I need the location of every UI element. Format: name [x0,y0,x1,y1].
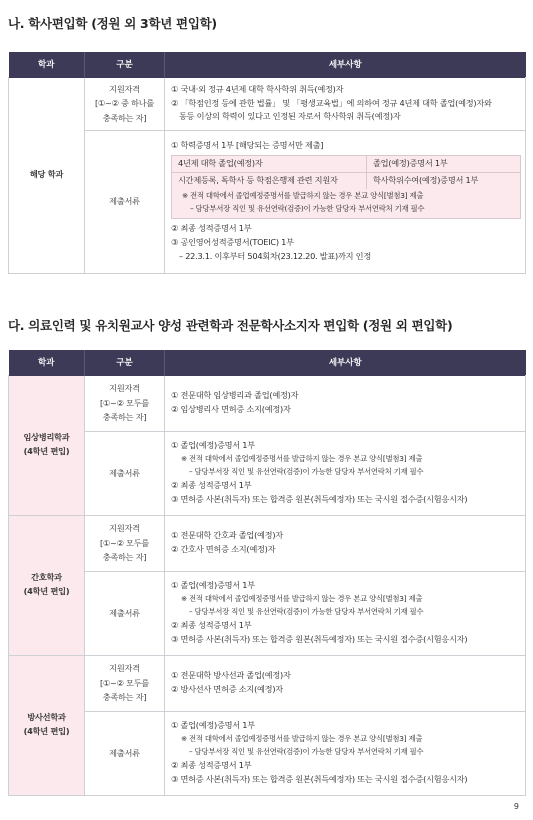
header-dept: 학과 [9,52,85,77]
dept-nursing: 간호학과 (4학년 편입) [9,515,85,655]
section2-table [8,350,526,796]
qualification-label: 지원자격 [①~② 모두를 충족하는 자] [85,375,165,431]
dept-radiology: 방사선학과 (4학년 편입) [9,655,85,795]
section1-table [8,52,526,274]
documents-detail: ① 학력증명서 1부 [해당되는 증명서만 제출] 4년제 대학 졸업(예정)자 졸업(예정)증명서 1부 시간제등록, 독학사 등 학점은행제 관련 지원자 학사학위수여(예정)증명서 1부 ※ 전적 대학에서 졸업예정증명서를 발급하지 않는 경우 본교 양식[별첨3] 제출 – 담당부서장 직인 및 유선연락(검증)이 가능한 담당자 부서연락처 기재 필수 ② 최종 성적증명서 1부 ③ 공인영어성적증명서(TOEIC) 1부 – 22.3.1. 이후부터 504회차(23.12.20. 발표)까지 인정 [165,130,526,273]
header-detail: 세부사항 [165,52,526,77]
certificate-notes: ※ 전적 대학에서 졸업예정증명서를 발급하지 않는 경우 본교 양식[별첨3] 제출 – 담당부서장 직인 및 유선연락(검증)이 가능한 담당자 부서연락처 기재 필수 [171,189,521,219]
header-category: 구분 [85,350,165,375]
qualification-label: 지원자격 [①~② 모두를 충족하는 자] [85,655,165,711]
qualification-label: 지원자격 [①~② 중 하나를 충족하는 자] [85,77,165,130]
documents-label: 제출서류 [85,130,165,273]
qualification-detail: ① 전문대학 임상병리과 졸업(예정)자 ② 임상병리사 면허증 소지(예정)자 [165,375,526,431]
page-number: 9 [513,802,519,811]
header-detail: 세부사항 [165,350,526,375]
qualification-detail: ① 전문대학 간호과 졸업(예정)자 ② 간호사 면허증 소지(예정)자 [165,515,526,571]
dept-clinical-pathology: 임상병리학과 (4학년 편입) [9,375,85,515]
header-dept: 학과 [9,350,85,375]
dept-cell: 해당 학과 [9,77,85,273]
documents-detail: ① 졸업(예정)증명서 1부 ※ 전적 대학에서 졸업예정증명서를 발급하지 않는 경우 본교 양식[별첨3] 제출 – 담당부서장 직인 및 유선연락(검증)이 가능한 담당자 부서연락처 기재 필수 ② 최종 성적증명서 1부 ③ 면허증 사본(취득자) 또는 합격증 원본(취득예정자) 또는 국시원 접수증(시험응시자) [165,571,526,655]
qualification-label: 지원자격 [①~② 모두를 충족하는 자] [85,515,165,571]
qualification-detail: ① 전문대학 방사선과 졸업(예정)자 ② 방사선사 면허증 소지(예정)자 [165,655,526,711]
section1-title: 나. 학사편입학 (정원 외 3학년 편입학) [8,16,217,31]
certificate-box: 4년제 대학 졸업(예정)자 졸업(예정)증명서 1부 시간제등록, 독학사 등 학점은행제 관련 지원자 학사학위수여(예정)증명서 1부 [171,155,521,190]
documents-detail: ① 졸업(예정)증명서 1부 ※ 전적 대학에서 졸업예정증명서를 발급하지 않는 경우 본교 양식[별첨3] 제출 – 담당부서장 직인 및 유선연락(검증)이 가능한 담당자 부서연락처 기재 필수 ② 최종 성적증명서 1부 ③ 면허증 사본(취득자) 또는 합격증 원본(취득예정자) 또는 국시원 접수증(시험응시자) [165,711,526,795]
qualification-detail: ① 국내·외 정규 4년제 대학 학사학위 취득(예정)자 ② 「학점인정 등에 관한 법률」 및 「평생교육법」에 의하여 정규 4년제 대학 졸업(예정)자와 동등 이상의 학력이 있다고 인정된 자로서 학사학위 취득(예정)자 [165,77,526,130]
documents-label: 제출서류 [85,431,165,515]
documents-detail: ① 졸업(예정)증명서 1부 ※ 전적 대학에서 졸업예정증명서를 발급하지 않는 경우 본교 양식[별첨3] 제출 – 담당부서장 직인 및 유선연락(검증)이 가능한 담당자 부서연락처 기재 필수 ② 최종 성적증명서 1부 ③ 면허증 사본(취득자) 또는 합격증 원본(취득예정자) 또는 국시원 접수증(시험응시자) [165,431,526,515]
section2-title: 다. 의료인력 및 유치원교사 양성 관련학과 전문학사소지자 편입학 (정원 외 편입학) [8,318,453,333]
documents-label: 제출서류 [85,571,165,655]
documents-label: 제출서류 [85,711,165,795]
header-category: 구분 [85,52,165,77]
